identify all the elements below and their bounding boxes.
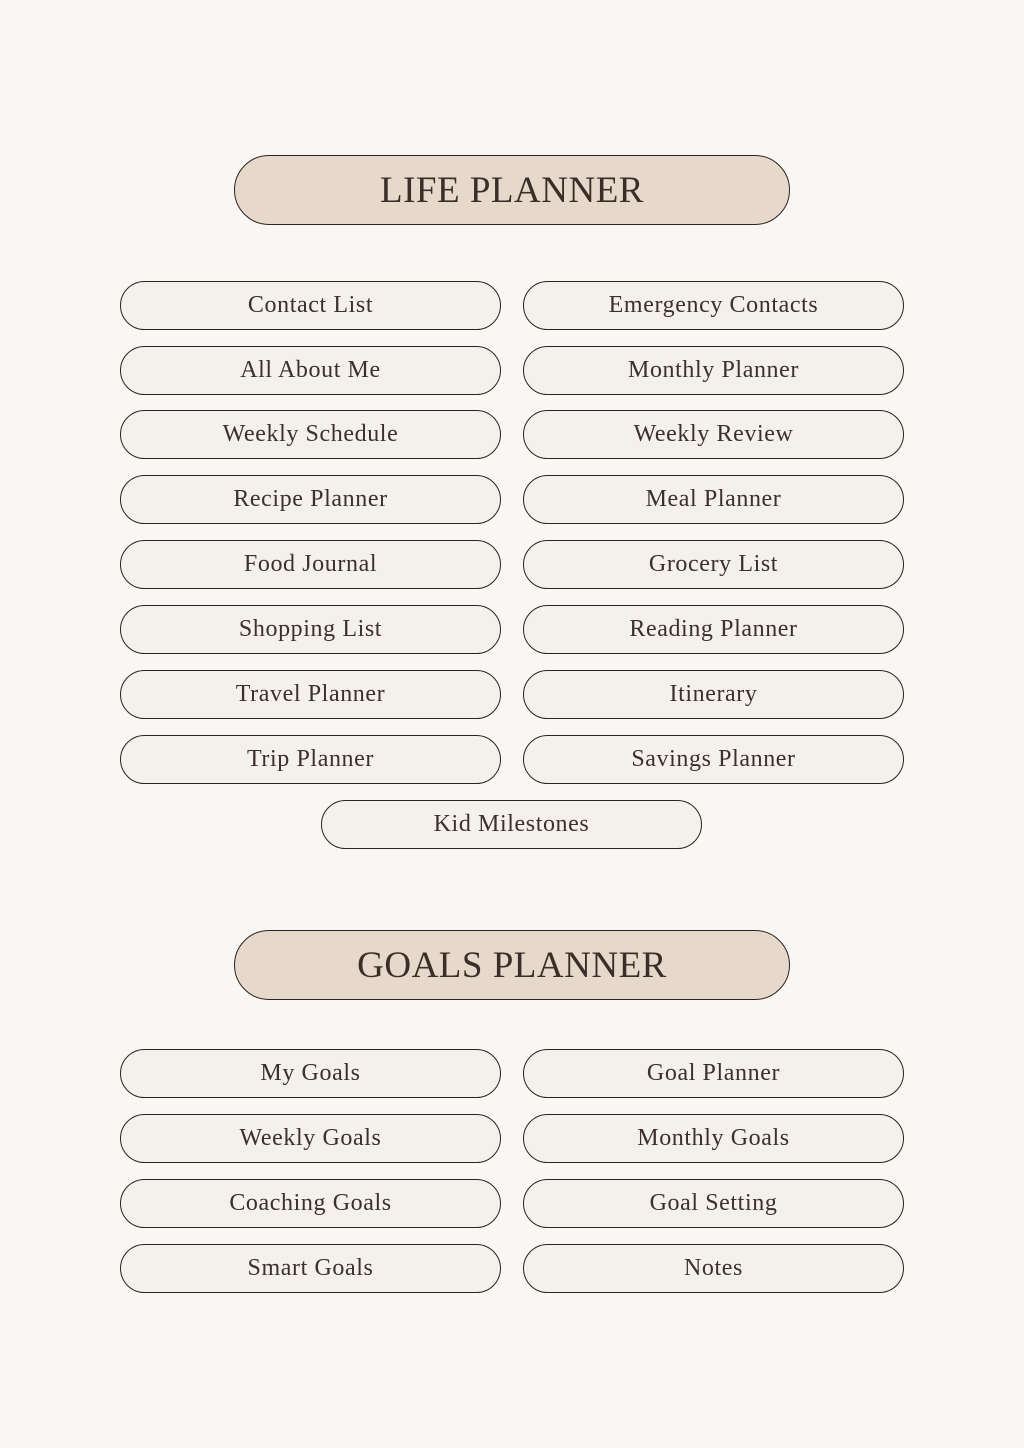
smart-goals-button[interactable]: Smart Goals — [120, 1244, 501, 1293]
life-planner-header: LIFE PLANNER — [234, 155, 790, 225]
weekly-goals-button[interactable]: Weekly Goals — [120, 1114, 501, 1163]
grocery-list-button[interactable]: Grocery List — [523, 540, 904, 589]
goal-setting-button[interactable]: Goal Setting — [523, 1179, 904, 1228]
weekly-review-button[interactable]: Weekly Review — [523, 410, 904, 459]
goal-planner-button[interactable]: Goal Planner — [523, 1049, 904, 1098]
kid-milestones-button[interactable]: Kid Milestones — [321, 800, 702, 849]
reading-planner-button[interactable]: Reading Planner — [523, 605, 904, 654]
my-goals-button[interactable]: My Goals — [120, 1049, 501, 1098]
goals-planner-header: GOALS PLANNER — [234, 930, 790, 1000]
monthly-goals-button[interactable]: Monthly Goals — [523, 1114, 904, 1163]
monthly-planner-button[interactable]: Monthly Planner — [523, 346, 904, 395]
recipe-planner-button[interactable]: Recipe Planner — [120, 475, 501, 524]
savings-planner-button[interactable]: Savings Planner — [523, 735, 904, 784]
contact-list-button[interactable]: Contact List — [120, 281, 501, 330]
meal-planner-button[interactable]: Meal Planner — [523, 475, 904, 524]
notes-button[interactable]: Notes — [523, 1244, 904, 1293]
coaching-goals-button[interactable]: Coaching Goals — [120, 1179, 501, 1228]
weekly-schedule-button[interactable]: Weekly Schedule — [120, 410, 501, 459]
all-about-me-button[interactable]: All About Me — [120, 346, 501, 395]
emergency-contacts-button[interactable]: Emergency Contacts — [523, 281, 904, 330]
itinerary-button[interactable]: Itinerary — [523, 670, 904, 719]
trip-planner-button[interactable]: Trip Planner — [120, 735, 501, 784]
travel-planner-button[interactable]: Travel Planner — [120, 670, 501, 719]
food-journal-button[interactable]: Food Journal — [120, 540, 501, 589]
shopping-list-button[interactable]: Shopping List — [120, 605, 501, 654]
